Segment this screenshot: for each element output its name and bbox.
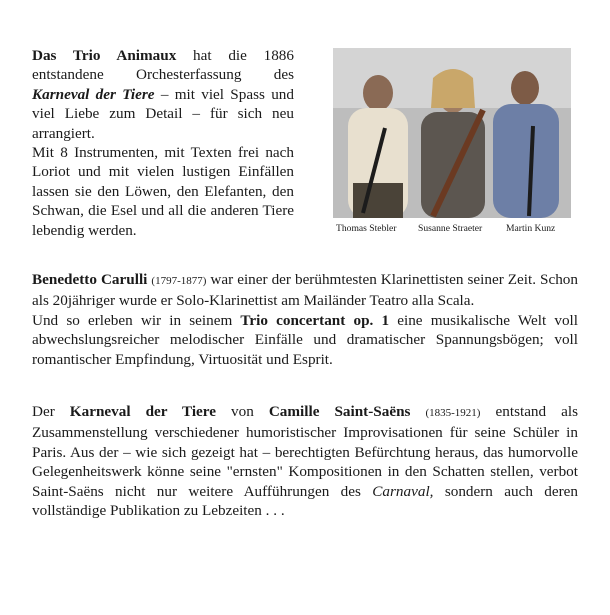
karneval-text-1: von	[216, 403, 269, 420]
karneval-text-3: sondern auch deren vollständige Publikation zu Lebzeiten . . .	[32, 482, 578, 520]
trio-concertant-title: Trio concertant op. 1	[240, 311, 390, 329]
intro-text-3: Mit 8 Instrumenten, mit Texten frei nach Loriot und mit vielen lustigen Einfällen lassen sie den Löwen, den Elefanten, den Schwan, die Esel und all die anderen Tiere lebendig werden.	[32, 144, 294, 239]
work-title: Karneval der Tiere	[32, 85, 155, 103]
carulli-text-2: Und so erleben wir in seinem	[32, 311, 241, 329]
caption-thomas-stebler: Thomas Stebler	[336, 223, 397, 234]
karneval-paragraph	[32, 402, 578, 520]
carulli-paragraph	[32, 270, 578, 369]
karneval-text-0: Der	[32, 403, 70, 420]
trio-photo-image	[333, 48, 571, 218]
composer-saint-saens: Camille Saint-Saëns	[268, 403, 411, 420]
caption-martin-kunz: Martin Kunz	[506, 223, 556, 234]
trio-photo	[333, 48, 571, 218]
intro-text-2: – mit viel Spass und viel Liebe zum Detail – für sich neu arrangiert.	[32, 85, 294, 142]
carulli-dates: (1797-1877)	[151, 275, 207, 287]
carulli-text-3: eine musikalische Welt voll abwechslungsreicher melodischer Einfälle und dramatischer Spannungsbögen; voll romantischer Empfindung, Virtuosität und Esprit.	[32, 311, 578, 368]
intro-paragraph	[32, 46, 294, 240]
karneval-text-2: entstand als Zusammenstellung verschiedener humoristischer Improvisationen für seine Schüler in Paris. Aus der – wie sich gezeigt hat – berechtigten Befürchtung heraus, das humorvolle Gelegenheitswerk könne seine "ernsten" Kompositionen in den Schatten stellen, verbot Saint-Saëns nicht nur weitere Aufführungen des	[32, 403, 579, 500]
caption-susanne-straeter: Susanne Straeter	[418, 223, 483, 234]
carnaval-title: Carnaval,	[372, 482, 434, 500]
carulli-text: war einer der berühmtesten Klarinettisten seiner Zeit. Schon als 20jähriger wurde er Solo-Klarinettist am Mailänder Teatro alla Scala.	[32, 271, 578, 310]
composer-carulli: Benedetto Carulli	[32, 271, 148, 288]
karneval-title: Karneval der Tiere	[69, 403, 216, 420]
intro-text: hat die 1886 entstandene Orchesterfassung des	[32, 47, 294, 84]
ensemble-name: Das Trio Animaux	[32, 47, 177, 64]
saint-saens-dates: (1835-1921)	[425, 407, 481, 419]
